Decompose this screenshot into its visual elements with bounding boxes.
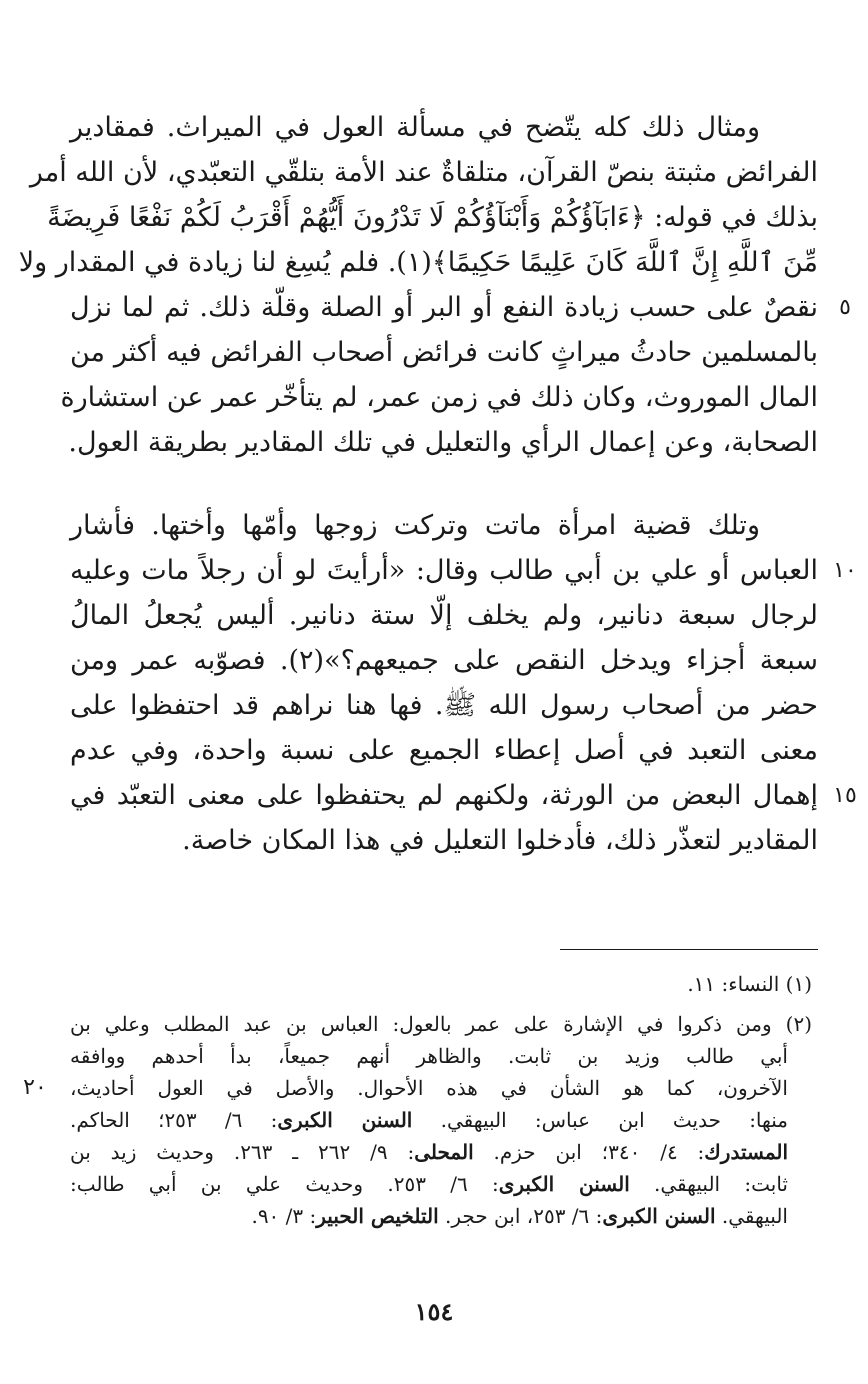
body-line-quran: مِّنَ ٱللَّهِ إِنَّ ٱللَّهَ كَانَ عَلِيمًا حَكِيمًا﴾(١). فلم يُسِغ لنا زيادة في المقدار ولا — [18, 247, 818, 278]
footnote-text: ثابت: البيهقي. — [654, 1172, 788, 1196]
footnote-text: : ٦/ ٢٥٣. وحديث علي بن أبي طالب: — [70, 1172, 499, 1196]
body-line: لرجال سبعة دنانير، ولم يخلف إلّا ستة دنانير. أليس يُجعلُ المالُ — [70, 600, 818, 631]
line-number: ١٥ — [833, 783, 857, 808]
footnote-text: : ٤/ ٣٤٠؛ ابن حزم. — [493, 1140, 705, 1164]
source-title: المحلى — [414, 1140, 474, 1164]
footnote-2-line — [70, 1136, 818, 1168]
body-line: المقادير لتعذّر ذلك، فأدخلوا التعليل في هذا المكان خاصة. — [182, 825, 818, 856]
footnote-text: البيهقي. — [721, 1204, 788, 1228]
body-line: معنى التعبد في أصل إعطاء الجميع على نسبة واحدة، وفي عدم — [70, 735, 818, 766]
source-title: المستدرك — [704, 1140, 789, 1164]
body-line: الصحابة، وعن إعمال الرأي والتعليل في تلك المقادير بطريقة العول. — [68, 427, 818, 458]
body-line: بالمسلمين حادثُ ميراثٍ كانت فرائض أصحاب الفرائض فيه أكثر من — [70, 337, 818, 368]
footnote-2-line — [70, 1200, 818, 1232]
footnote-text: منها: حديث ابن عباس: البيهقي. — [440, 1108, 788, 1132]
footnote-text: : ٦/ ٢٥٣، ابن حجر. — [445, 1204, 603, 1228]
footnote-text: : ٩/ ٢٦٢ ـ ٢٦٣. وحديث زيد بن — [70, 1140, 415, 1164]
footnote-2-line: الآخرون، كما هو الشأن في هذه الأحوال. والأصل في العول أحاديث، — [70, 1076, 788, 1100]
body-line: وتلك قضية امرأة ماتت وتركت زوجها وأمّها وأختها. فأشار — [70, 510, 760, 541]
footnote-separator — [560, 949, 818, 950]
body-line: حضر من أصحاب رسول الله ﷺ. فها هنا نراهم قد احتفظوا على — [70, 690, 818, 721]
footnote-2-line — [70, 1168, 818, 1200]
source-title: التلخيص الحبير — [316, 1204, 439, 1228]
body-line: العباس أو علي بن أبي طالب وقال: «أرأيتَ لو أن رجلاً مات وعليه — [70, 555, 818, 586]
footnote-text: : ٣/ ٩٠. — [251, 1204, 317, 1228]
footnote-2-line — [70, 1104, 818, 1136]
body-line: سبعة أجزاء ويدخل النقص على جميعهم؟»(٢). فصوّبه عمر ومن — [70, 645, 818, 676]
footnote-2-line: (٢) ومن ذكروا في الإشارة على عمر بالعول: العباس بن عبد المطلب وعلي بن — [70, 1012, 812, 1036]
footnote-1: (١) النساء: ١١. — [687, 972, 812, 996]
footnote-text: : ٦/ ٢٥٣؛ الحاكم. — [70, 1108, 278, 1132]
page-number: ١٥٤ — [414, 1297, 454, 1326]
source-title: السنن الكبرى — [277, 1108, 413, 1132]
body-line: إهمال البعض من الورثة، ولكنهم لم يحتفظوا على معنى التعبّد في — [70, 780, 818, 811]
line-number: ٢٠ — [23, 1075, 47, 1100]
body-line-quran: بذلك في قوله: ﴿ءَابَآؤُكُمْ وَأَبْنَآؤُكُمْ لَا تَدْرُونَ أَيُّهُمْ أَقْرَبُ لَكُمْ نَفْعًا فَرِيضَةً — [47, 202, 818, 233]
body-line: ومثال ذلك كله يتّضح في مسألة العول في الميراث. فمقادير — [70, 112, 760, 143]
source-title: السنن الكبرى — [498, 1172, 630, 1196]
body-line: الفرائض مثبتة بنصّ القرآن، متلقاةٌ عند الأمة بتلقّي التعبّدي، لأن الله أمر — [29, 157, 818, 188]
line-number: ١٠ — [833, 558, 857, 583]
body-line: المال الموروث، وكان ذلك في زمن عمر، لم يتأخّر عمر عن استشارة — [60, 382, 818, 413]
line-number: ٥ — [839, 295, 851, 320]
footnote-2-line: أبي طالب وزيد بن ثابت. والظاهر أنهم جميعاً، بدأ أحدهم ووافقه — [70, 1044, 788, 1068]
source-title: السنن الكبرى — [602, 1204, 716, 1228]
body-line: نقصٌ على حسب زيادة النفع أو البر أو الصلة وقلّة ذلك. ثم لما نزل — [70, 292, 818, 323]
